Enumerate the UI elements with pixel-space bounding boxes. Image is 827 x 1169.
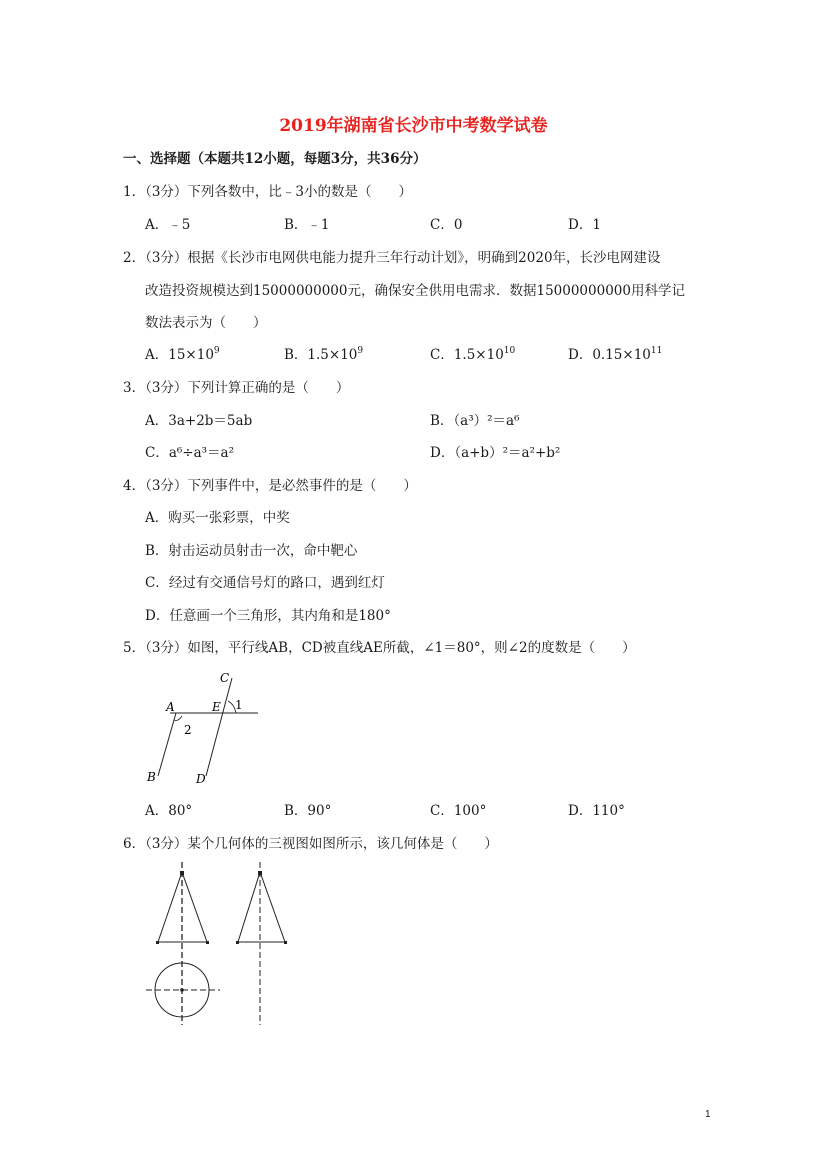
question-2-line-2: 改造投资规模达到15000000000元，确保安全供用电需求．数据15000000000用科学记	[145, 283, 685, 299]
q2-option-d: D．$0.15\times 10^{11}$	[568, 346, 663, 363]
page-number: 1	[705, 1109, 711, 1120]
label-angle-1: 1	[235, 698, 243, 712]
label-e: E	[212, 700, 221, 714]
q4-option-b: B．射击运动员射击一次，命中靶心	[145, 543, 358, 559]
label-d: D	[196, 772, 206, 786]
q2-option-a: A．$15\times 10^9$	[145, 346, 220, 363]
q1-option-b: B．﹣1	[284, 217, 330, 233]
q3-option-a: A．3a+2b＝5ab	[145, 413, 253, 429]
three-views-figure	[140, 860, 300, 1030]
q1-option-d: D．1	[568, 217, 601, 233]
label-a: A	[166, 700, 175, 714]
parallel-lines-figure	[140, 668, 270, 793]
q4-option-c: C．经过有交通信号灯的路口，遇到红灯	[145, 575, 385, 591]
q4-option-a: A．购买一张彩票，中奖	[145, 510, 290, 526]
q3-option-c: C．a⁶÷a³＝a²	[145, 445, 235, 461]
q5-option-d: D．110°	[568, 803, 625, 819]
side-view	[236, 862, 287, 1025]
question-1-stem: 1．（3分）下列各数中，比﹣3小的数是（ ）	[123, 184, 413, 200]
question-3-stem: 3．（3分）下列计算正确的是（ ）	[123, 380, 350, 396]
top-view	[146, 963, 220, 1017]
question-4-stem: 4．（3分）下列事件中，是必然事件的是（ ）	[123, 478, 417, 494]
q4-option-d: D．任意画一个三角形，其内角和是180°	[145, 608, 391, 624]
q1-option-a: A．﹣5	[145, 217, 191, 233]
q3-option-d: D．（a+b）²＝a²+b²	[430, 445, 561, 461]
q2-option-c: C．$1.5\times 10^{10}$	[430, 346, 516, 363]
question-5-stem: 5．（3分）如图，平行线AB，CD被直线AE所截，∠1＝80°，则∠2的度数是（ ）	[123, 640, 636, 656]
question-2-line-3: 数法表示为（ ）	[145, 315, 267, 331]
page-title: 2019年湖南省长沙市中考数学试卷	[279, 116, 548, 136]
question-2-line-1: 2．（3分）根据《长沙市电网供电能力提升三年行动计划》，明确到2020年，长沙电网建设	[123, 250, 661, 266]
front-view	[156, 862, 209, 1025]
question-6-stem: 6．（3分）某个几何体的三视图如图所示，该几何体是（ ）	[123, 836, 498, 852]
q5-option-a: A．80°	[145, 803, 193, 819]
q5-option-b: B．90°	[284, 803, 332, 819]
label-angle-2: 2	[184, 723, 192, 737]
q1-option-c: C．0	[430, 217, 463, 233]
q3-option-b: B．（a³）²＝a⁶	[430, 413, 520, 429]
label-b: B	[147, 770, 156, 784]
q5-option-c: C．100°	[430, 803, 487, 819]
q2-option-b: B．$1.5\times 10^9$	[284, 346, 364, 363]
section-heading: 一、选择题（本题共12小题，每题3分，共36分）	[123, 151, 427, 167]
label-c: C	[220, 671, 230, 685]
